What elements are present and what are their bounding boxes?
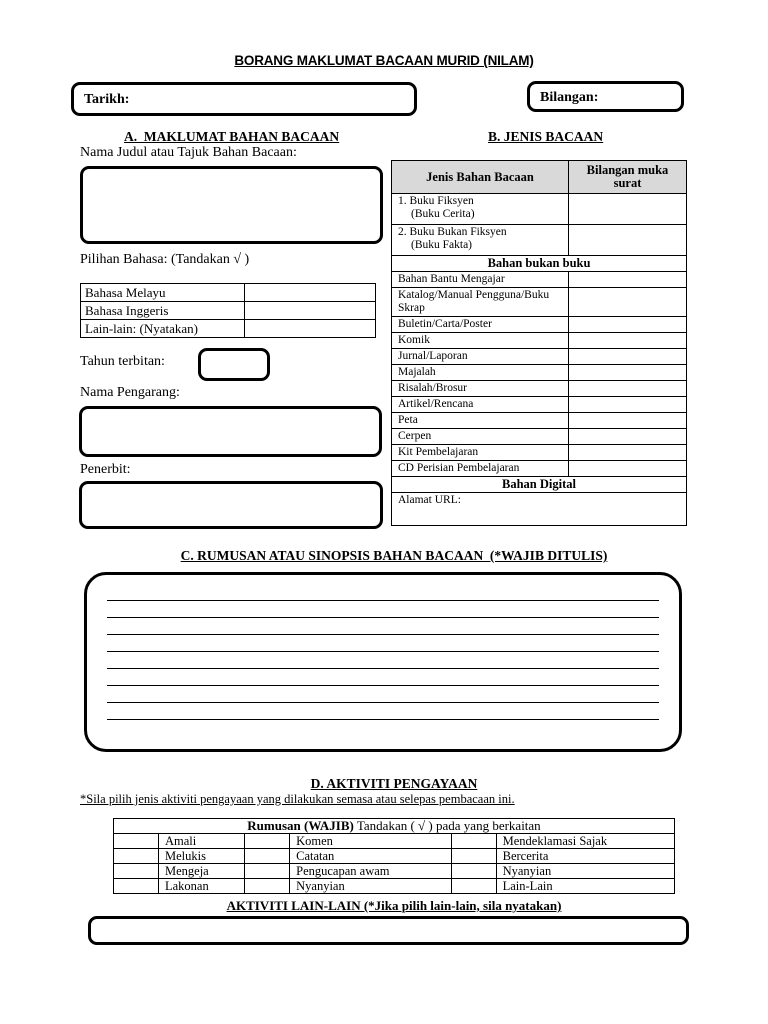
bahasa-table [80, 283, 376, 338]
aktiviti-option: Mengeja [159, 864, 245, 879]
table-row [392, 381, 687, 397]
jenis-bahan-cell: Katalog/Manual Pengguna/Buku Skrap [392, 288, 569, 317]
table-row [392, 349, 687, 365]
buku-fiksyen-cell [392, 194, 569, 225]
table-row [392, 288, 687, 317]
section-d-note: *Sila pilih jenis aktiviti pengayaan yang dilakukan semasa atau selepas pembacaan ini. [80, 792, 515, 806]
table-header-row [392, 161, 687, 194]
section-c-heading: C. RUMUSAN ATAU SINOPSIS BAHAN BACAAN (*WAJIB DITULIS) [180, 548, 608, 563]
aktiviti-rows [114, 834, 675, 894]
tarikh-field[interactable] [71, 82, 417, 116]
writing-line [107, 719, 659, 720]
table-subheading-row [392, 256, 687, 272]
jenis-bahan-cell: Cerpen [392, 429, 569, 445]
section-a-heading: A. MAKLUMAT BAHAN BACAAN [124, 129, 340, 144]
buku-line1: 2. Buku Bukan Fiksyen [398, 226, 507, 238]
writing-line [107, 685, 659, 686]
aktiviti-checkbox[interactable] [114, 849, 159, 864]
aktiviti-checkbox[interactable] [245, 879, 290, 894]
page-count-cell[interactable] [569, 194, 687, 225]
table-row [392, 225, 687, 256]
bahasa-option: Lain-lain: (Nyatakan) [81, 320, 245, 338]
table-row [392, 429, 687, 445]
jenis-bahan-cell: Risalah/Brosur [392, 381, 569, 397]
pengarang-label: Nama Pengarang: [80, 385, 180, 400]
bahasa-checkbox[interactable] [245, 284, 376, 302]
table-row [114, 864, 675, 879]
table-row [114, 879, 675, 894]
jenis-bahan-cell: Bahan Bantu Mengajar [392, 272, 569, 288]
page-count-cell[interactable] [569, 445, 687, 461]
aktiviti-checkbox[interactable] [451, 879, 496, 894]
tahun-label: Tahun terbitan: [80, 354, 165, 369]
aktiviti-checkbox[interactable] [114, 879, 159, 894]
bukan-buku-heading: Bahan bukan buku [392, 256, 687, 272]
page-count-cell[interactable] [569, 397, 687, 413]
writing-line [107, 651, 659, 652]
pengarang-field[interactable] [79, 406, 382, 457]
table-row [114, 849, 675, 864]
page-count-cell[interactable] [569, 317, 687, 333]
aktiviti-option: Pengucapan awam [290, 864, 451, 879]
writing-line [107, 634, 659, 635]
bahasa-checkbox[interactable] [245, 320, 376, 338]
jenis-bacaan-table [391, 160, 687, 526]
jenis-bahan-cell: Artikel/Rencana [392, 397, 569, 413]
table-row [392, 272, 687, 288]
aktiviti-header [114, 819, 675, 834]
jenis-bahan-cell: CD Perisian Pembelajaran [392, 461, 569, 477]
rumusan-wajib: Rumusan (WAJIB) [247, 818, 354, 833]
table-row [392, 333, 687, 349]
table-header-row [114, 819, 675, 834]
aktiviti-option: Catatan [290, 849, 451, 864]
page-count-cell[interactable] [569, 365, 687, 381]
jenis-bahan-cell: Komik [392, 333, 569, 349]
table-row [392, 317, 687, 333]
table-subheading-row [392, 477, 687, 493]
section-b-heading: B. JENIS BACAAN [488, 129, 604, 144]
aktiviti-option: Komen [290, 834, 451, 849]
aktiviti-option: Nyanyian [290, 879, 451, 894]
tahun-field[interactable] [198, 348, 270, 381]
page-count-cell[interactable] [569, 225, 687, 256]
aktiviti-option: Melukis [159, 849, 245, 864]
aktiviti-checkbox[interactable] [451, 864, 496, 879]
aktiviti-option: Amali [159, 834, 245, 849]
bahasa-row [81, 320, 376, 338]
bukan-buku-rows [392, 272, 687, 477]
bilangan-label: Bilangan: [540, 90, 599, 105]
penerbit-field[interactable] [79, 481, 383, 529]
penerbit-label: Penerbit: [80, 462, 131, 477]
page-count-cell[interactable] [569, 349, 687, 365]
page-count-cell[interactable] [569, 272, 687, 288]
bahasa-label: Pilihan Bahasa: (Tandakan √ ) [80, 252, 250, 267]
page-count-cell[interactable] [569, 429, 687, 445]
page-count-cell[interactable] [569, 413, 687, 429]
writing-line [107, 600, 659, 601]
table-row [392, 194, 687, 225]
url-label: Alamat URL: [398, 494, 461, 506]
writing-line [107, 702, 659, 703]
url-cell[interactable] [392, 493, 687, 526]
col-jenis-header: Jenis Bahan Bacaan [392, 161, 569, 194]
table-row [114, 834, 675, 849]
jenis-bahan-cell: Buletin/Carta/Poster [392, 317, 569, 333]
jenis-bahan-cell: Majalah [392, 365, 569, 381]
lain-lain-heading: AKTIVITI LAIN-LAIN (*Jika pilih lain-lain, sila nyatakan) [226, 898, 562, 913]
aktiviti-option: Mendeklamasi Sajak [496, 834, 674, 849]
page-count-cell[interactable] [569, 461, 687, 477]
aktiviti-checkbox[interactable] [114, 834, 159, 849]
buku-line2: (Buku Fakta) [411, 239, 473, 251]
table-row [392, 493, 687, 526]
page-count-cell[interactable] [569, 333, 687, 349]
writing-line [107, 668, 659, 669]
bahasa-checkbox[interactable] [245, 302, 376, 320]
tandakan-instruction: Tandakan ( √ ) pada yang berkaitan [353, 818, 541, 833]
jenis-bahan-cell: Kit Pembelajaran [392, 445, 569, 461]
bahasa-option: Bahasa Melayu [81, 284, 245, 302]
page-count-cell[interactable] [569, 288, 687, 317]
sinopsis-field[interactable] [84, 572, 682, 752]
tarikh-label: Tarikh: [84, 92, 130, 107]
aktiviti-checkbox[interactable] [245, 834, 290, 849]
buku-bukan-fiksyen-cell [392, 225, 569, 256]
page-count-cell[interactable] [569, 381, 687, 397]
writing-line [107, 617, 659, 618]
buku-line2: (Buku Cerita) [411, 208, 475, 220]
aktiviti-option: Nyanyian [496, 864, 674, 879]
table-row [392, 445, 687, 461]
table-row [392, 461, 687, 477]
aktiviti-checkbox[interactable] [245, 849, 290, 864]
col-bilangan-header: Bilangan muka surat [569, 161, 687, 194]
judul-field[interactable] [80, 166, 383, 244]
form-title: BORANG MAKLUMAT BACAAN MURID (NILAM) [234, 53, 534, 68]
buku-line1: 1. Buku Fiksyen [398, 195, 474, 207]
digital-heading: Bahan Digital [392, 477, 687, 493]
aktiviti-table [113, 818, 675, 894]
aktiviti-checkbox[interactable] [245, 864, 290, 879]
aktiviti-checkbox[interactable] [114, 864, 159, 879]
aktiviti-option: Bercerita [496, 849, 674, 864]
jenis-bahan-cell: Peta [392, 413, 569, 429]
table-row [392, 365, 687, 381]
jenis-bahan-cell: Jurnal/Laporan [392, 349, 569, 365]
aktiviti-option: Lakonan [159, 879, 245, 894]
bahasa-option: Bahasa Inggeris [81, 302, 245, 320]
aktiviti-option: Lain-Lain [496, 879, 674, 894]
section-d-heading: D. AKTIVITI PENGAYAAN [310, 776, 478, 791]
lain-lain-field[interactable] [88, 916, 689, 945]
aktiviti-checkbox[interactable] [451, 834, 496, 849]
judul-label: Nama Judul atau Tajuk Bahan Bacaan: [80, 145, 297, 160]
table-row [392, 413, 687, 429]
bahasa-row [81, 302, 376, 320]
table-row [392, 397, 687, 413]
bilangan-field[interactable] [527, 81, 684, 112]
aktiviti-checkbox[interactable] [451, 849, 496, 864]
bahasa-row [81, 284, 376, 302]
